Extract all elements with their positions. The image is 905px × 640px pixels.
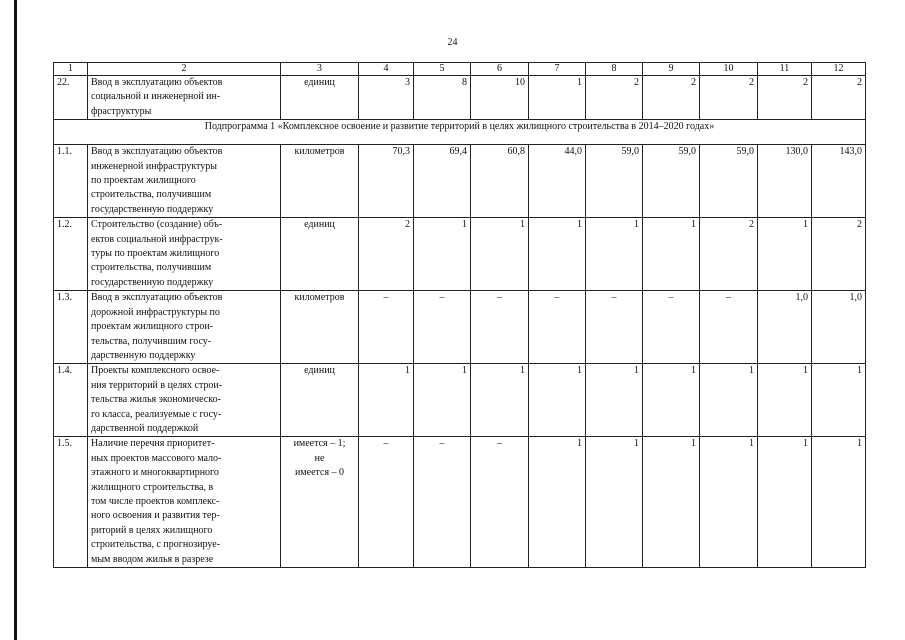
- value-cell: –: [586, 291, 643, 364]
- column-header-2: 2: [88, 63, 281, 76]
- row-number: 1.2.: [54, 218, 88, 291]
- indicator-name: Ввод в эксплуатацию объектов инженерной инфраструктуры по проектам жилищного строительства, получившим государственную поддержку: [88, 145, 281, 218]
- column-header-9: 9: [643, 63, 700, 76]
- value-cell: 1: [812, 437, 866, 568]
- value-cell: 69,4: [414, 145, 471, 218]
- value-cell: 1: [529, 437, 586, 568]
- value-cell: 1: [643, 364, 700, 437]
- column-header-12: 12: [812, 63, 866, 76]
- value-cell: 1: [529, 218, 586, 291]
- column-header-6: 6: [471, 63, 529, 76]
- column-header-8: 8: [586, 63, 643, 76]
- column-header-5: 5: [414, 63, 471, 76]
- table-row-22: [54, 76, 866, 120]
- value-cell: 1,0: [812, 291, 866, 364]
- value-cell: 59,0: [700, 145, 758, 218]
- value-cell: 1: [586, 364, 643, 437]
- value-cell: –: [471, 291, 529, 364]
- value-cell: 1: [529, 364, 586, 437]
- value-cell: 2: [700, 218, 758, 291]
- unit-cell: единиц: [281, 364, 359, 437]
- page-number: 24: [447, 37, 458, 48]
- unit-cell: километров: [281, 291, 359, 364]
- indicator-name: Ввод в эксплуатацию объектов дорожной инфраструктуры по проектам жилищного строи- тельства, получившим госу- дарственную поддержку: [88, 291, 281, 364]
- value-cell: 1: [700, 437, 758, 568]
- value-cell: 3: [359, 76, 414, 120]
- row-number: 22.: [54, 76, 88, 120]
- value-cell: 143,0: [812, 145, 866, 218]
- value-cell: 1: [812, 364, 866, 437]
- row-number: 1.3.: [54, 291, 88, 364]
- column-number-header: [54, 63, 866, 76]
- value-cell: 2: [643, 76, 700, 120]
- value-cell: 60,8: [471, 145, 529, 218]
- value-cell: 1: [758, 364, 812, 437]
- value-cell: 1: [643, 218, 700, 291]
- table-row: [54, 437, 866, 568]
- value-cell: 2: [700, 76, 758, 120]
- value-cell: 2: [758, 76, 812, 120]
- value-cell: –: [471, 437, 529, 568]
- value-cell: 1: [414, 218, 471, 291]
- row-number: 1.4.: [54, 364, 88, 437]
- indicator-name: Строительство (создание) объ- ектов социальной инфраструк- туры по проектам жилищного строительства, получившим государственную поддержку: [88, 218, 281, 291]
- indicator-table: [53, 62, 866, 568]
- value-cell: 2: [359, 218, 414, 291]
- value-cell: 44,0: [529, 145, 586, 218]
- value-cell: 2: [812, 76, 866, 120]
- value-cell: 1: [359, 364, 414, 437]
- column-header-3: 3: [281, 63, 359, 76]
- value-cell: 1: [471, 218, 529, 291]
- value-cell: 2: [586, 76, 643, 120]
- table-row: [54, 291, 866, 364]
- value-cell: 1,0: [758, 291, 812, 364]
- value-cell: 70,3: [359, 145, 414, 218]
- value-cell: 10: [471, 76, 529, 120]
- value-cell: 1: [471, 364, 529, 437]
- value-cell: 1: [414, 364, 471, 437]
- table-row: [54, 145, 866, 218]
- indicator-rows: [54, 145, 866, 568]
- value-cell: –: [359, 437, 414, 568]
- value-cell: 1: [758, 218, 812, 291]
- subprogram-title: Подпрограмма 1 «Комплексное освоение и развитие территорий в целях жилищного строительства в 2014–2020 годах»: [54, 120, 866, 145]
- value-cell: 1: [586, 437, 643, 568]
- unit-cell: единиц: [281, 218, 359, 291]
- value-cell: 1: [643, 437, 700, 568]
- value-cell: 2: [812, 218, 866, 291]
- value-cell: –: [359, 291, 414, 364]
- value-cell: 8: [414, 76, 471, 120]
- unit-cell: единиц: [281, 76, 359, 120]
- value-cell: 130,0: [758, 145, 812, 218]
- table-row: [54, 364, 866, 437]
- binding-edge-line: [14, 0, 17, 640]
- unit-cell: километров: [281, 145, 359, 218]
- value-cell: –: [700, 291, 758, 364]
- row-number: 1.1.: [54, 145, 88, 218]
- value-cell: –: [529, 291, 586, 364]
- value-cell: 1: [586, 218, 643, 291]
- indicator-name: Ввод в эксплуатацию объектов социальной и инженерной ин- фраструктуры: [88, 76, 281, 120]
- value-cell: –: [414, 437, 471, 568]
- row-number: 1.5.: [54, 437, 88, 568]
- table-row: [54, 218, 866, 291]
- column-header-4: 4: [359, 63, 414, 76]
- column-header-1: 1: [54, 63, 88, 76]
- column-header-7: 7: [529, 63, 586, 76]
- value-cell: –: [414, 291, 471, 364]
- unit-cell: имеется – 1; не имеется – 0: [281, 437, 359, 568]
- value-cell: 1: [529, 76, 586, 120]
- column-header-11: 11: [758, 63, 812, 76]
- value-cell: 59,0: [643, 145, 700, 218]
- value-cell: 1: [700, 364, 758, 437]
- subprogram-row: [54, 120, 866, 145]
- value-cell: 1: [758, 437, 812, 568]
- value-cell: 59,0: [586, 145, 643, 218]
- column-header-10: 10: [700, 63, 758, 76]
- value-cell: –: [643, 291, 700, 364]
- indicator-name: Проекты комплексного освое- ния территорий в целях строи- тельства жилья экономическо- го класса, реализуемые с госу- дарственной поддержкой: [88, 364, 281, 437]
- indicator-name: Наличие перечня приоритет- ных проектов массового мало- этажного и многоквартирного жилищного строительства, в том числе проектов комплекс- ного освоения и развития тер- риторий в целях жилищного строительства, с прогнозируе- мым вводом жилья в разрезе: [88, 437, 281, 568]
